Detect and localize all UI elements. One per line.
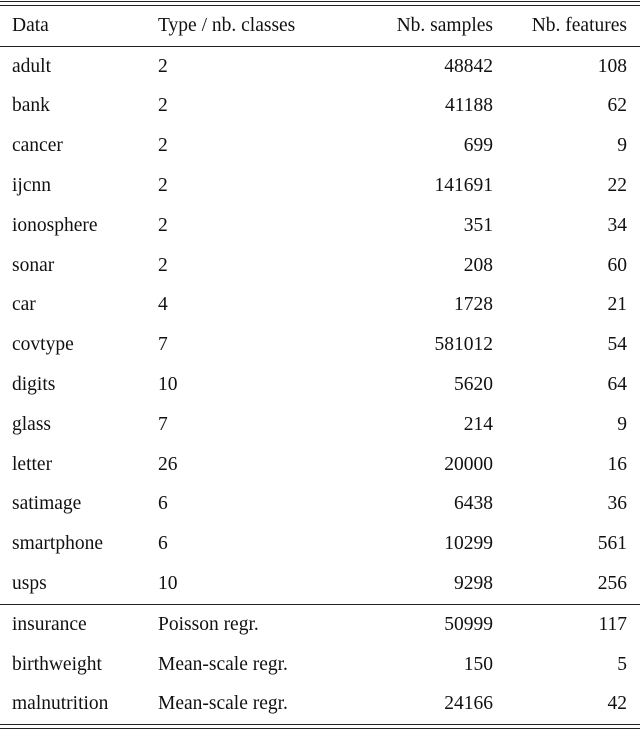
cell-samples: 141691 — [434, 175, 493, 197]
cell-type: 2 — [158, 95, 168, 117]
cell-samples: 5620 — [454, 374, 493, 396]
cell-type: Mean-scale regr. — [158, 653, 288, 675]
cell-type: Mean-scale regr. — [158, 693, 288, 715]
table-row — [0, 365, 640, 405]
table-row — [0, 405, 640, 445]
cell-features: 42 — [607, 693, 627, 715]
cell-features: 21 — [607, 294, 627, 316]
cell-dataset: sonar — [12, 254, 55, 276]
cell-samples: 50999 — [444, 613, 493, 635]
cell-type: 2 — [158, 175, 168, 197]
table-row — [0, 126, 640, 166]
cell-samples: 351 — [463, 214, 493, 236]
cell-dataset: ionosphere — [12, 214, 98, 236]
cell-features: 108 — [597, 55, 627, 77]
cell-dataset: car — [12, 294, 36, 316]
cell-type: 10 — [158, 374, 178, 396]
cell-dataset: digits — [12, 374, 56, 396]
table-row — [0, 206, 640, 246]
cell-dataset: ijcnn — [12, 175, 51, 197]
cell-samples: 48842 — [444, 55, 493, 77]
bottom-double-rule — [0, 724, 640, 729]
cell-type: 2 — [158, 254, 168, 276]
table-row — [0, 87, 640, 127]
cell-type: 26 — [158, 453, 178, 475]
cell-features: 60 — [607, 254, 627, 276]
cell-dataset: glass — [12, 413, 51, 435]
table-row — [0, 524, 640, 564]
table-row — [0, 325, 640, 365]
cell-features: 54 — [607, 334, 627, 356]
cell-features: 22 — [607, 175, 627, 197]
cell-samples: 581012 — [434, 334, 493, 356]
cell-features: 9 — [617, 413, 627, 435]
cell-dataset: covtype — [12, 334, 74, 356]
cell-type: 6 — [158, 493, 168, 515]
table-row — [0, 246, 640, 286]
header-row — [0, 6, 640, 46]
cell-features: 36 — [607, 493, 627, 515]
cell-features: 64 — [607, 374, 627, 396]
cell-type: 6 — [158, 533, 168, 555]
cell-features: 9 — [617, 135, 627, 157]
table-row — [0, 286, 640, 326]
cell-samples: 208 — [463, 254, 493, 276]
cell-type: 2 — [158, 55, 168, 77]
cell-dataset: cancer — [12, 135, 63, 157]
header-type: Type / nb. classes — [158, 14, 296, 36]
cell-features: 117 — [598, 613, 627, 635]
cell-samples: 24166 — [444, 693, 493, 715]
cell-type: 7 — [158, 413, 168, 435]
table-row — [0, 485, 640, 525]
cell-type: 2 — [158, 135, 168, 157]
cell-dataset: letter — [12, 453, 53, 475]
cell-features: 561 — [597, 533, 627, 555]
table-row — [0, 445, 640, 485]
cell-dataset: insurance — [12, 613, 87, 635]
cell-dataset: usps — [12, 573, 47, 595]
cell-features: 62 — [607, 95, 627, 117]
table-row — [0, 46, 640, 86]
cell-dataset: smartphone — [12, 533, 103, 555]
cell-dataset: malnutrition — [12, 693, 109, 715]
table-row — [0, 564, 640, 604]
cell-type: 10 — [158, 573, 178, 595]
cell-type: 4 — [158, 294, 168, 316]
cell-samples: 699 — [463, 135, 493, 157]
header-data: Data — [12, 14, 49, 36]
cell-features: 256 — [597, 573, 627, 595]
cell-dataset: adult — [12, 55, 51, 77]
cell-type: 7 — [158, 334, 168, 356]
cell-dataset: bank — [12, 95, 50, 117]
cell-dataset: satimage — [12, 493, 82, 515]
cell-samples: 10299 — [444, 533, 493, 555]
table-row — [0, 685, 640, 725]
cell-samples: 20000 — [444, 453, 493, 475]
cell-dataset: birthweight — [12, 653, 102, 675]
cell-samples: 1728 — [454, 294, 493, 316]
table-row — [0, 604, 640, 644]
cell-type: Poisson regr. — [158, 613, 259, 635]
cell-type: 2 — [158, 214, 168, 236]
cell-samples: 9298 — [454, 573, 493, 595]
cell-samples: 214 — [463, 413, 493, 435]
table-row — [0, 166, 640, 206]
cell-features: 34 — [607, 214, 627, 236]
table-row — [0, 645, 640, 685]
header-features: Nb. features — [531, 14, 627, 36]
cell-samples: 41188 — [444, 95, 493, 117]
dataset-table — [0, 6, 640, 724]
header-samples: Nb. samples — [396, 14, 493, 36]
cell-features: 5 — [617, 653, 627, 675]
cell-samples: 6438 — [454, 493, 493, 515]
cell-features: 16 — [607, 453, 627, 475]
cell-samples: 150 — [463, 653, 493, 675]
